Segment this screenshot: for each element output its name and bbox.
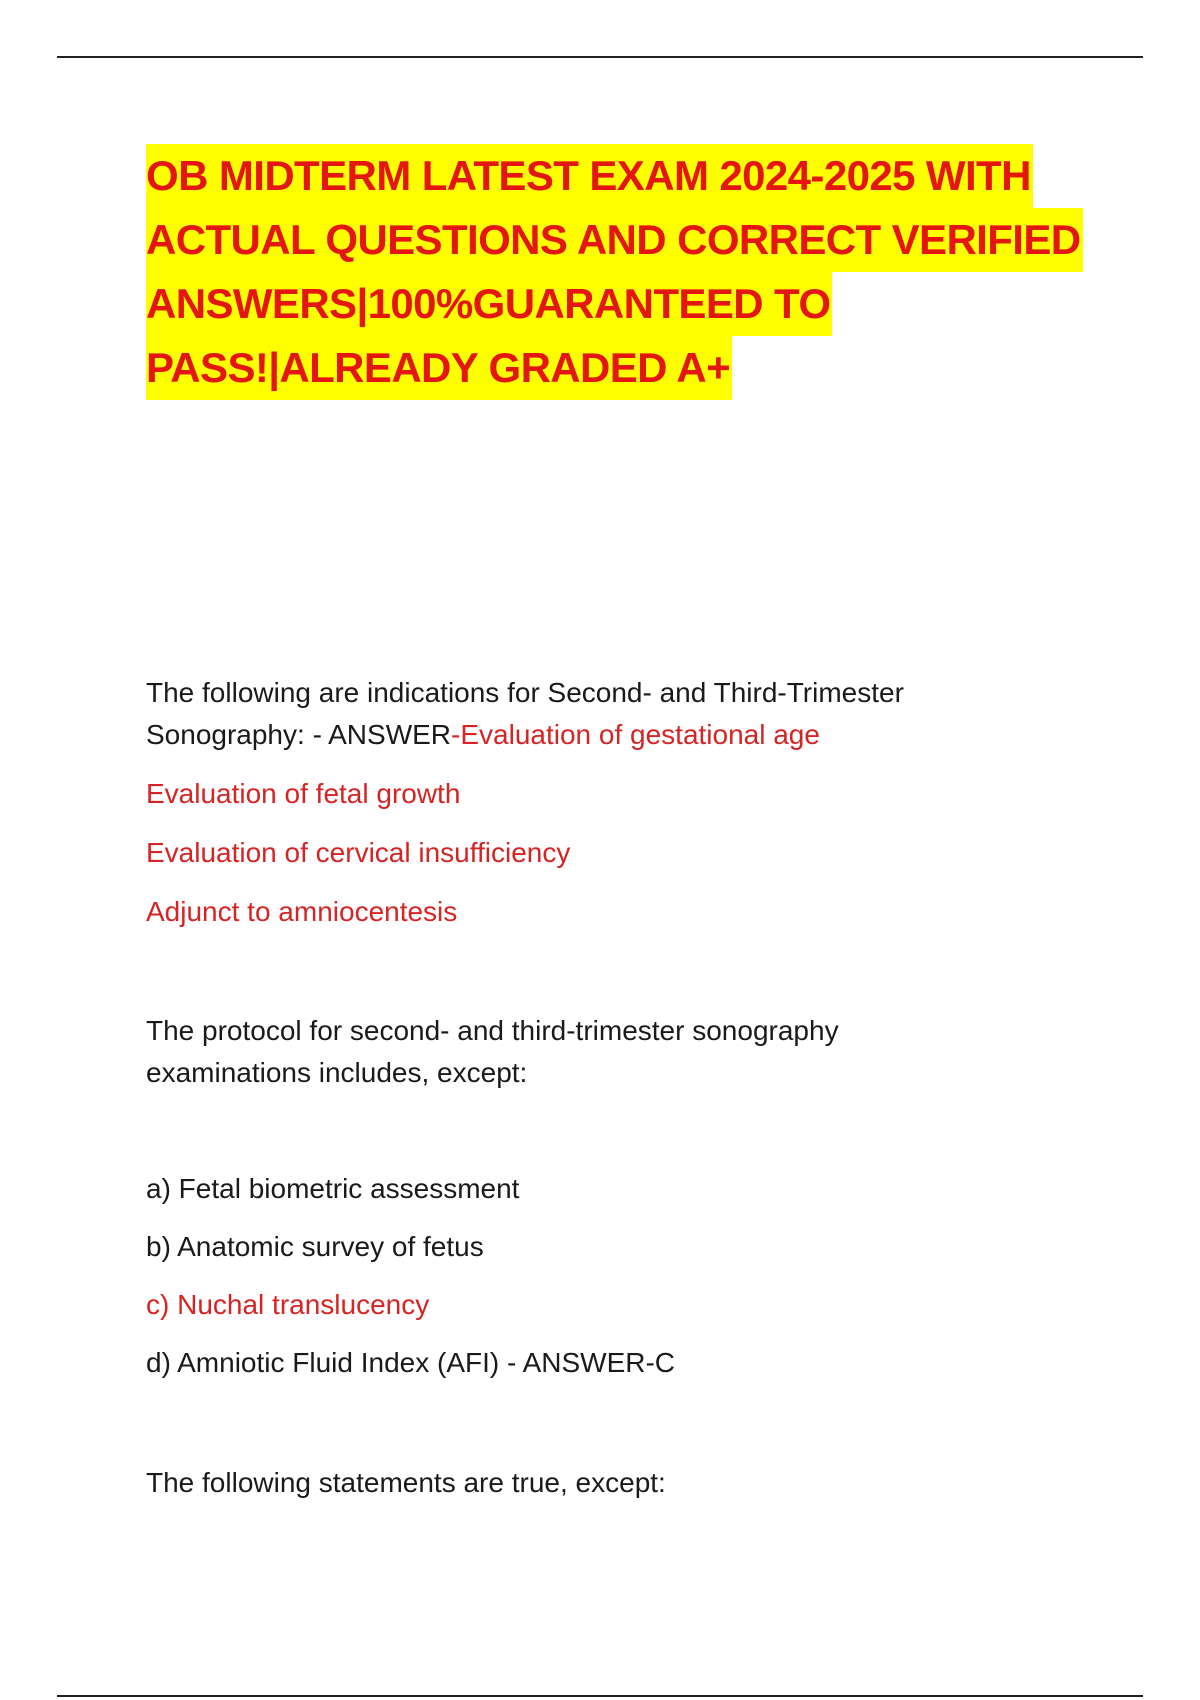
question-3-text: The following statements are true, except:: [146, 1467, 666, 1498]
title-line-2: ACTUAL QUESTIONS AND CORRECT VERIFIED: [146, 208, 1083, 272]
question-2-text-line-1: The protocol for second- and third-trimester sonography: [146, 1015, 839, 1046]
question-1-text-line-1: The following are indications for Second- and Third-Trimester: [146, 677, 904, 708]
question-2-options: [146, 1168, 1126, 1400]
option-c-correct: c) Nuchal translucency: [146, 1289, 430, 1320]
option-d: d) Amniotic Fluid Index (AFI) - ANSWER-C: [146, 1347, 676, 1378]
option-a: a) Fetal biometric assessment: [146, 1173, 520, 1204]
question-1: [146, 672, 1126, 933]
question-2: [146, 1010, 1126, 1094]
question-2-text-line-2: examinations includes, except:: [146, 1057, 528, 1088]
question-1-answer-3: Adjunct to amniocentesis: [146, 896, 458, 927]
question-1-answer-prefix: Sonography: - ANSWER: [146, 719, 452, 750]
question-1-answer-0: -Evaluation of gestational age: [451, 719, 820, 750]
title-line-4: PASS!|ALREADY GRADED A+: [146, 336, 732, 400]
document-title: [146, 144, 1081, 400]
top-rule: [57, 56, 1143, 58]
question-1-text-line-2: [146, 714, 1126, 756]
question-1-answer-2: Evaluation of cervical insufficiency: [146, 837, 571, 868]
option-b: b) Anatomic survey of fetus: [146, 1231, 484, 1262]
question-1-answer-1: Evaluation of fetal growth: [146, 778, 461, 809]
question-3: [146, 1462, 1126, 1504]
title-line-3: ANSWERS|100%GUARANTEED TO: [146, 272, 832, 336]
bottom-rule: [57, 1695, 1143, 1697]
title-line-1: OB MIDTERM LATEST EXAM 2024-2025 WITH: [146, 144, 1033, 208]
